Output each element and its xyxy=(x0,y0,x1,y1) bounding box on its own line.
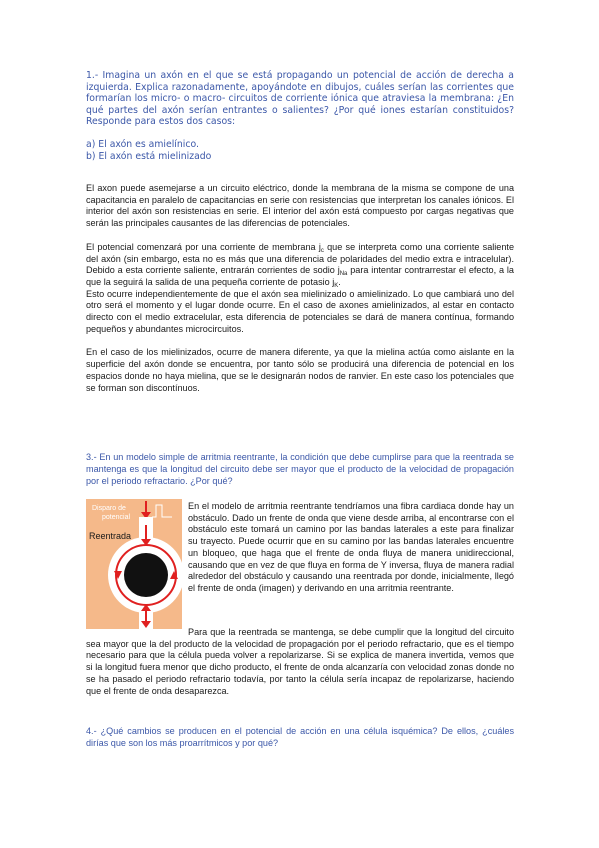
question-3 xyxy=(86,452,514,487)
question-1-case-b: b) El axón está mielinizado xyxy=(86,150,212,162)
question-1 xyxy=(86,70,514,162)
figure-label-reentrada: Reentrada xyxy=(89,531,132,541)
answer-1-paragraph-1: El axon puede asemejarse a un circuito eléctrico, donde la membrana de la misma se compone de una capacitancia en paralelo de capacitancias en serie con resistencias que interpretan los canales iónicos. El interior del axón son resistencias en serie. El interior del axón está compuesto por cargas negativas que serán las principales causantes de las diferencias de potenciales. xyxy=(86,183,514,229)
reentry-figure xyxy=(86,499,182,629)
figure-label-disparo: Disparo de xyxy=(92,505,126,512)
answer-3-paragraph-1: En el modelo de arritmia reentrante tendríamos una fibra cardiaca donde hay un obstáculo. Dado un frente de onda que viene desde arriba, al encontrarse con el obstáculo este tomará un camino por las bandas laterales a este para finalizar su trayecto. Puede ocurrir que en su camino por las bandas laterales encuentre un bloqueo, que haga que el frente de onda fluya de manera unidireccional, causando que en vez de que fluya en forma de Y inversa, fluya de manera radial alrededor del obstáculo y causando una reentrada por donde, inicialmente, llegó el frente de onda (imagen) y derivando en una arritmia reentrante. xyxy=(188,501,514,593)
question-1-text: 1.- Imagina un axón en el que se está propagando un potencial de acción de derecha a izquierda. Explica razonadamente, apoyándote en dibujos, cuáles serían las corrientes que formarían los micro- o macro- circuitos de corriente iónica que atraviesa la membrana: ¿En qué partes del axón serían entrantes o salientes? ¿Por qué iones estarían constituidos? Responde para estos dos casos: xyxy=(86,70,514,128)
question-3-text: 3.- En un modelo simple de arritmia reentrante, la condición que debe cumplirse para que la reentrada se mantenga es que la longitud del circuito debe ser mayor que el producto de la velocidad de propagación por el periodo refractario. ¿Por qué? xyxy=(86,452,514,486)
answer-3-paragraph-2: Para que la reentrada se mantenga, se debe cumplir que la longitud del circuito sea mayor que la del producto de la velocidad de propagación por el periodo refractario, que es el tiempo necesario para que la célula pueda volver a repolarizarse. Si se explica de manera invertida, vemos que si la longitud fuera menor que dicho producto, el frente de onda alcanzaría con velocidad zonas donde no se ha pasado el periodo refractario todavía, por tanto la célula sería incapaz de repolarizarse, haciendo que el frente de onda desaparezca. xyxy=(86,627,514,696)
figure-label-potencial: potencial xyxy=(102,514,131,521)
answer-1-paragraph-3: Esto ocurre independientemente de que el axón sea mielinizado o amielinizado. Lo que cambiará uno del otro será el momento y el lugar donde ocurre. En el caso de axones amielinizados, al estar en contacto directo con el medio extracelular, esta diferencia de potenciales se dará de manera contínua, formando pequeños y abundantes microcircuitos. xyxy=(86,288,514,334)
answer-3 xyxy=(86,627,514,697)
question-1-case-a: a) El axón es amielínico. xyxy=(86,138,199,150)
reentry-diagram xyxy=(86,499,182,629)
answer-1-paragraph-2: El potencial comenzará por una corriente de membrana $j_c$ que se interpreta como una corriente saliente del axón (sin embargo, esta no es más que una diferencia de polaridades del medio extra e intracelular). Debido a esta corriente saliente, entrarán corrientes de sodio $j_{Na}$ para intentar contrarrestar el efecto, a la que la seguirá la salida de una pequeña corriente de potasio $j_K$. xyxy=(86,241,515,289)
answer-3-wrapped xyxy=(188,501,514,595)
question-4 xyxy=(86,726,514,750)
answer-1-paragraph-4: En el caso de los mielinizados, ocurre de manera diferente, ya que la mielina actúa como aislante en la superficie del axón donde se encuentra, por tanto sólo se producirá una diferencia de potencial en los espacios donde no haya mielina, que se le designarán nodos de ranvier. En este caso los potenciales que se forman son discontínuos. xyxy=(86,347,514,393)
question-4-text: 4.- ¿Qué cambios se producen en el potencial de acción en una célula isquémica? De ellos, ¿cuáles dirías que son los más proarrítmicos y por qué? xyxy=(86,726,514,748)
obstacle-core xyxy=(124,553,168,597)
answer-1 xyxy=(86,183,514,394)
